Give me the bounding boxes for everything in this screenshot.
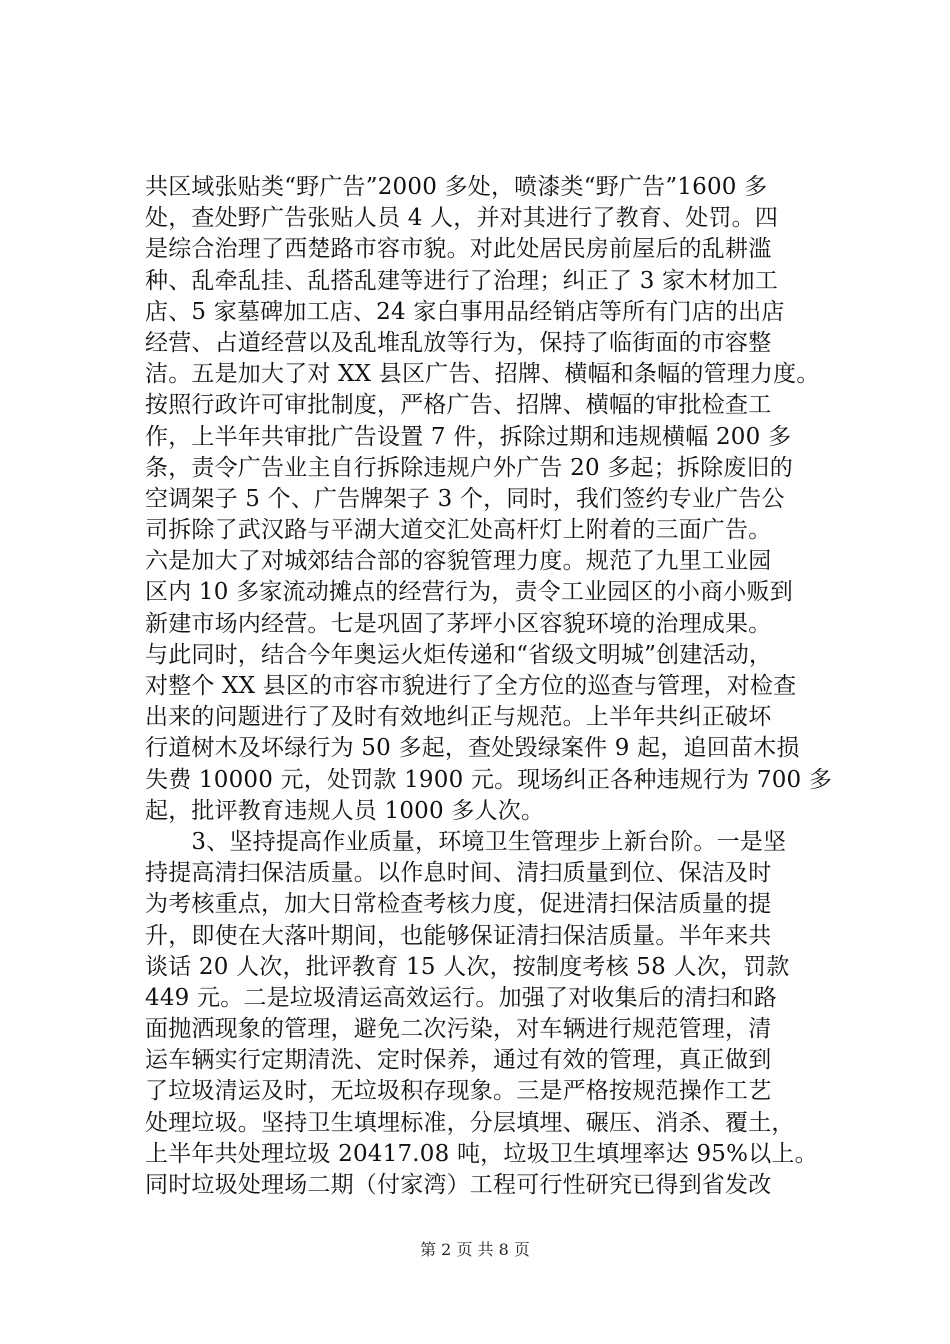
text-line: 持提高清扫保洁质量。以作息时间、清扫质量到位、保洁及时 (145, 860, 772, 887)
text-line: 共区域张贴类“野广告”2000 多处，喷漆类“野广告”1600 多 (145, 174, 768, 200)
text-line: 作，上半年共审批广告设置 7 件，拆除过期和违规横幅 200 多 (145, 423, 792, 450)
text-line: 处，查处野广告张贴人员 4 人，并对其进行了教育、处罚。四 (145, 205, 779, 232)
text-line: 了垃圾清运及时，无垃圾积存现象。三是严格按规范操作工艺 (145, 1078, 772, 1105)
text-line: 新建市场内经营。七是巩固了茅坪小区容貌环境的治理成果。 (145, 610, 772, 637)
text-line: 升，即使在大落叶期间，也能够保证清扫保洁质量。半年来共 (145, 922, 772, 949)
text-line: 同时垃圾处理场二期（付家湾）工程可行性研究已得到省发改 (145, 1172, 772, 1198)
text-line: 行道树木及坏绿行为 50 多起，查处毁绿案件 9 起，追回苗木损 (145, 735, 800, 762)
text-line: 起，批评教育违规人员 1000 多人次。 (145, 797, 545, 824)
text-line: 对整个 XX 县区的市容市貌进行了全方位的巡查与管理，对检查 (145, 673, 797, 699)
page-footer (0, 1237, 950, 1260)
text-line: 谈话 20 人次，批评教育 15 人次，按制度考核 58 人次，罚款 (145, 953, 790, 980)
text-line: 店、5 家墓碑加工店、24 家白事用品经销店等所有门店的出店 (145, 298, 785, 325)
text-line: 条，责令广告业主自行拆除违规户外广告 20 多起；拆除废旧的 (145, 454, 793, 481)
page-number-label: 第 2 页 共 8 页 (420, 1240, 530, 1259)
text-line: 失费 10000 元，处罚款 1900 元。现场纠正各种违规行为 700 多 (145, 766, 833, 793)
body-text (145, 172, 845, 1201)
text-line: 空调架子 5 个、广告牌架子 3 个，同时，我们签约专业广告公 (145, 485, 785, 512)
text-line: 449 元。二是垃圾清运高效运行。加强了对收集后的清扫和路 (145, 984, 778, 1011)
text-line: 处理垃圾。坚持卫生填埋标准，分层填埋、碾压、消杀、覆土， (145, 1109, 795, 1136)
text-line: 洁。五是加大了对 XX 县区广告、招牌、横幅和条幅的管理力度。 (145, 361, 820, 388)
text-line: 经营、占道经营以及乱堆乱放等行为，保持了临街面的市容整 (145, 329, 772, 356)
text-line: 六是加大了对城郊结合部的容貌管理力度。规范了九里工业园 (145, 548, 772, 575)
text-line: 面抛洒现象的管理，避免二次污染，对车辆进行规范管理，清 (145, 1016, 772, 1043)
text-line: 司拆除了武汉路与平湖大道交汇处高杆灯上附着的三面广告。 (145, 517, 772, 544)
text-line: 区内 10 多家流动摊点的经营行为，责令工业园区的小商小贩到 (145, 579, 793, 606)
text-line: 是综合治理了西楚路市容市貌。对此处居民房前屋后的乱耕滥 (145, 236, 772, 263)
text-line: 为考核重点，加大日常检查考核力度，促进清扫保洁质量的提 (145, 891, 772, 918)
text-line: 按照行政许可审批制度，严格广告、招牌、横幅的审批检查工 (145, 392, 772, 419)
text-line: 种、乱牵乱挂、乱搭乱建等进行了治理；纠正了 3 家木材加工 (145, 267, 779, 294)
text-line: 出来的问题进行了及时有效地纠正与规范。上半年共纠正破坏 (145, 704, 772, 731)
paragraph-start-line: 3、坚持提高作业质量，环境卫生管理步上新台阶。一是坚 (145, 828, 787, 855)
text-line: 与此同时，结合今年奥运火炬传递和“省级文明城”创建活动， (145, 641, 773, 668)
text-line: 运车辆实行定期清洗、定时保养，通过有效的管理，真正做到 (145, 1047, 772, 1074)
text-line: 上半年共处理垃圾 20417.08 吨，垃圾卫生填埋率达 95%以上。 (145, 1140, 818, 1167)
